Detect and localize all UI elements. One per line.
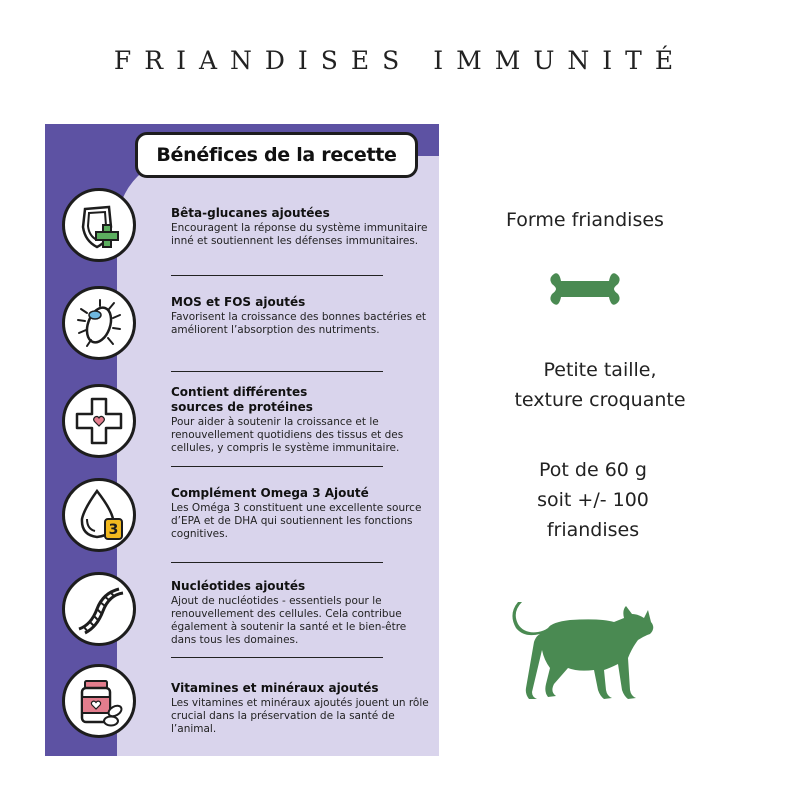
benefit-title: Vitamines et minéraux ajoutés [171,681,379,695]
omega-badge-label: 3 [108,522,119,538]
page-title: FRIANDISES IMMUNITÉ [113,46,687,75]
treat-form-label: Forme friandises [506,209,664,231]
benefit-item [171,206,431,248]
medical-cross-icon [62,384,136,458]
benefits-card-header: Bénéfices de la recette [135,132,418,178]
benefit-description: Pour aider à soutenir la croissance et le renouvellement quotidiens des tissus et des cellules, y compris le système immunitaire. [171,416,404,454]
cat-silhouette-icon [510,598,660,704]
size-text-line: Petite taille, [543,359,657,381]
benefit-description: Encouragent la réponse du système immunitaire inné et soutiennent les défenses immunitaires. [171,222,428,247]
benefit-description: Favorisent la croissance des bonnes bactéries et améliorent l’absorption des nutriments. [171,311,427,336]
benefit-item [171,385,431,455]
benefits-card [45,124,439,756]
benefit-item [171,295,431,337]
shield-plus-icon [62,188,136,262]
divider [171,275,383,276]
benefit-description: Ajout de nucléotides - essentiels pour le renouvellement des cellules. Cela contribue également à soutenir la santé et le bien-être dans tous les domaines. [171,595,407,646]
benefit-title: MOS et FOS ajoutés [171,295,306,309]
pot-info-text [443,455,743,545]
size-texture-text [450,355,750,415]
benefit-item [171,486,431,541]
omega-drop-icon [62,478,136,552]
bacteria-icon [62,286,136,360]
dna-icon [62,572,136,646]
benefit-title: Complément Omega 3 Ajouté [171,486,369,500]
benefit-item [171,681,431,736]
benefit-title: Contient différentes sources de protéines [171,385,313,414]
divider [171,562,383,563]
benefit-title: Bêta-glucanes ajoutées [171,206,330,220]
divider [171,657,383,658]
vitamin-jar-icon [62,664,136,738]
benefit-item [171,579,431,647]
benefit-description: Les Oméga 3 constituent une excellente source d’EPA et de DHA qui soutiennent les fonctions cognitives. [171,502,422,540]
divider [171,466,383,467]
benefit-description: Les vitamines et minéraux ajoutés jouent un rôle crucial dans la préservation de la santé de l’animal. [171,697,429,735]
pot-count-line: soit +/- 100 [537,489,649,511]
texture-text-line: texture croquante [514,389,686,411]
pot-weight-line: Pot de 60 g [539,459,647,481]
divider [171,371,383,372]
bone-icon [548,268,622,310]
benefit-title: Nucléotides ajoutés [171,579,306,593]
pot-unit-line: friandises [546,519,640,541]
